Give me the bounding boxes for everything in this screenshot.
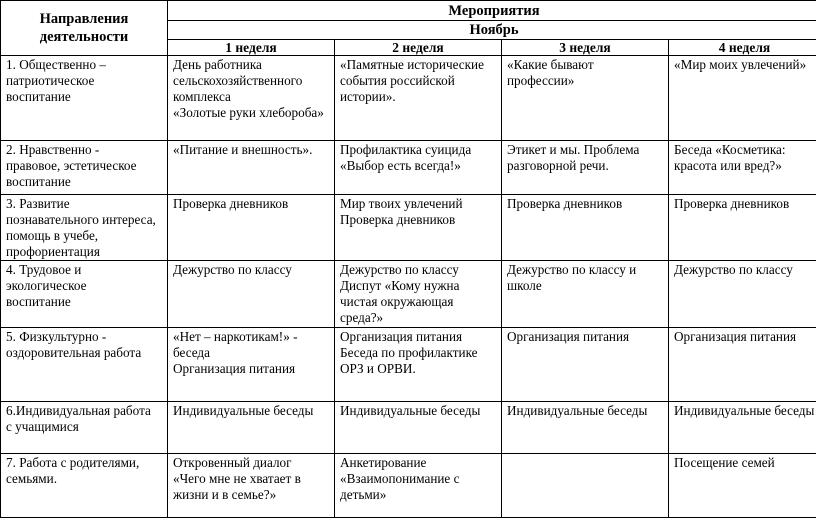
- direction-cell: 2. Нравственно - правовое, эстетическое воспитание: [1, 141, 168, 195]
- event-cell: Мир твоих увлечений Проверка дневников: [335, 195, 502, 261]
- event-cell: Дежурство по классу Диспут «Кому нужна чистая окружающая среда?»: [335, 261, 502, 328]
- event-cell: Организация питания: [669, 328, 816, 402]
- event-cell: Профилактика суицида «Выбор есть всегда!»: [335, 141, 502, 195]
- direction-cell: 7. Работа с родителями, семьями.: [1, 454, 168, 518]
- table-row: [1, 402, 816, 454]
- event-cell: [502, 454, 669, 518]
- week-2-header: 2 неделя: [335, 40, 502, 56]
- event-cell: Беседа «Косметика: красота или вред?»: [669, 141, 816, 195]
- event-cell: Дежурство по классу и школе: [502, 261, 669, 328]
- direction-cell: 6.Индивидуальная работа с учащимися: [1, 402, 168, 454]
- event-cell: Откровенный диалог «Чего мне не хватает в жизни и в семье?»: [168, 454, 335, 518]
- event-cell: Дежурство по классу: [669, 261, 816, 328]
- direction-cell: 5. Физкультурно - оздоровительная работа: [1, 328, 168, 402]
- event-cell: «Памятные исторические события российской истории».: [335, 56, 502, 141]
- event-cell: «Какие бывают профессии»: [502, 56, 669, 141]
- header-row-events: [1, 1, 816, 21]
- event-cell: «Нет – наркотикам!» - беседа Организация питания: [168, 328, 335, 402]
- table-row: [1, 141, 816, 195]
- event-cell: Этикет и мы. Проблема разговорной речи.: [502, 141, 669, 195]
- week-3-header: 3 неделя: [502, 40, 669, 56]
- table-row: [1, 454, 816, 518]
- event-cell: Организация питания Беседа по профилактике ОРЗ и ОРВИ.: [335, 328, 502, 402]
- table-row: [1, 195, 816, 261]
- week-1-header: 1 неделя: [168, 40, 335, 56]
- event-cell: Индивидуальные беседы: [168, 402, 335, 454]
- week-4-header: 4 неделя: [669, 40, 816, 56]
- event-cell: Посещение семей: [669, 454, 816, 518]
- event-cell: Индивидуальные беседы: [335, 402, 502, 454]
- event-cell: Организация питания: [502, 328, 669, 402]
- event-cell: Дежурство по классу: [168, 261, 335, 328]
- event-cell: День работника сельскохозяйственного комплекса «Золотые руки хлебороба»: [168, 56, 335, 141]
- event-cell: «Питание и внешность».: [168, 141, 335, 195]
- event-cell: Индивидуальные беседы: [669, 402, 816, 454]
- directions-header: Направления деятельности: [1, 1, 168, 56]
- event-cell: «Мир моих увлечений»: [669, 56, 816, 141]
- direction-cell: 1. Общественно – патриотическое воспитание: [1, 56, 168, 141]
- event-cell: Проверка дневников: [168, 195, 335, 261]
- event-cell: Проверка дневников: [502, 195, 669, 261]
- event-cell: Проверка дневников: [669, 195, 816, 261]
- month-header: Ноябрь: [168, 21, 816, 40]
- event-cell: Анкетирование «Взаимопонимание с детьми»: [335, 454, 502, 518]
- table-row: [1, 328, 816, 402]
- event-cell: Индивидуальные беседы: [502, 402, 669, 454]
- direction-cell: 4. Трудовое и экологическое воспитание: [1, 261, 168, 328]
- table-row: [1, 56, 816, 141]
- direction-cell: 3. Развитие познавательного интереса, помощь в учебе, профориентация: [1, 195, 168, 261]
- table-row: [1, 261, 816, 328]
- events-header: Мероприятия: [168, 1, 816, 21]
